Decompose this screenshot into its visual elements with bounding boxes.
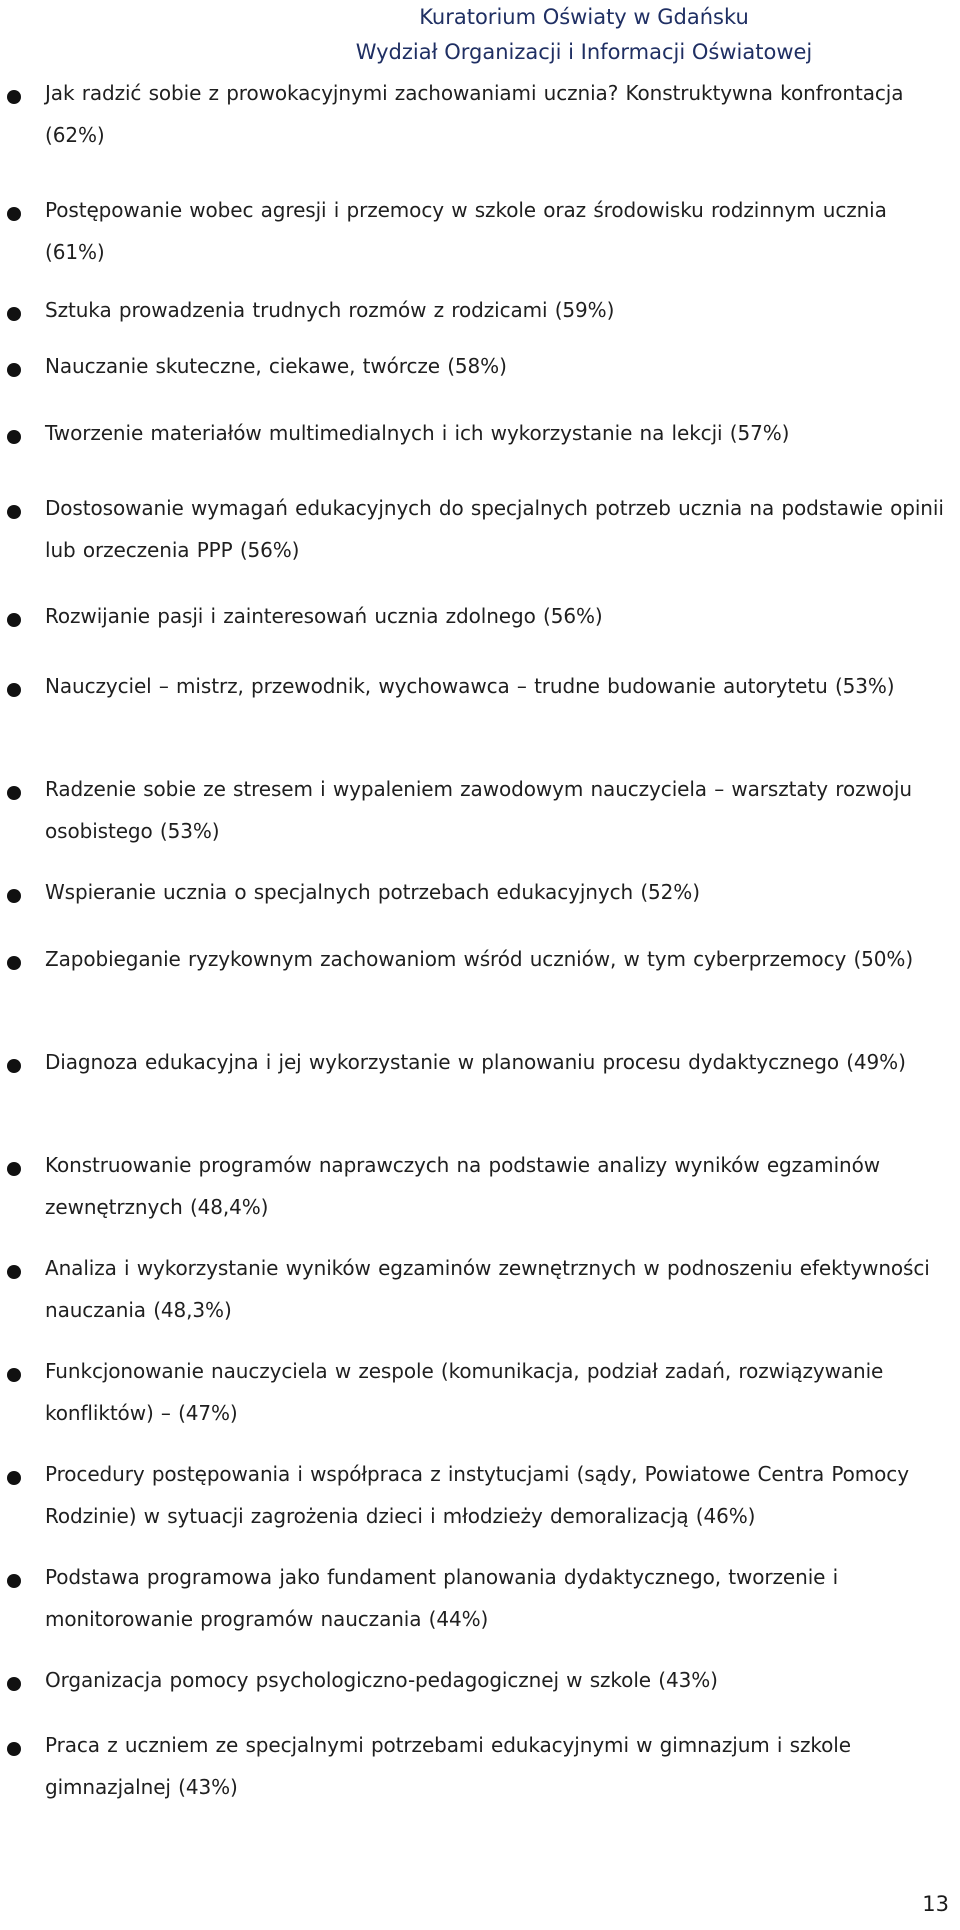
list-item	[0, 1734, 960, 1816]
bullet-icon	[7, 683, 21, 697]
bullet-icon	[7, 1742, 21, 1756]
bullet-icon	[7, 613, 21, 627]
list-item-text: Dostosowanie wymagań edukacyjnych do specjalnych potrzeb ucznia na podstawie opinii lub orzeczenia PPP (56%)	[45, 496, 944, 562]
bullet-icon	[7, 307, 21, 321]
list-item	[0, 1566, 960, 1648]
bullet-icon	[7, 1059, 21, 1073]
bullet-icon	[7, 956, 21, 970]
list-item-text: Praca z uczniem ze specjalnymi potrzebami edukacyjnymi w gimnazjum i szkole gimnazjalnej (43%)	[45, 1733, 851, 1799]
list-item-text: Procedury postępowania i współpraca z instytucjami (sądy, Powiatowe Centra Pomocy Rodzinie) w sytuacji zagrożenia dzieci i młodzieży demoralizacją (46%)	[45, 1462, 909, 1528]
list-item-text: Konstruowanie programów naprawczych na podstawie analizy wyników egzaminów zewnętrznych (48,4%)	[45, 1153, 880, 1219]
list-item-text: Rozwijanie pasji i zainteresowań ucznia zdolnego (56%)	[45, 604, 603, 628]
bullet-icon	[7, 786, 21, 800]
list-item	[0, 675, 960, 757]
list-item	[0, 497, 960, 579]
list-item-text: Radzenie sobie ze stresem i wypaleniem zawodowym nauczyciela – warsztaty rozwoju osobistego (53%)	[45, 777, 912, 843]
header-institution: Kuratorium Oświaty w Gdańsku	[419, 5, 749, 29]
bullet-icon	[7, 1471, 21, 1485]
list-item-text: Organizacja pomocy psychologiczno-pedagogicznej w szkole (43%)	[45, 1668, 718, 1692]
list-item	[0, 1257, 960, 1339]
bullet-icon	[7, 207, 21, 221]
list-item-text: Postępowanie wobec agresji i przemocy w szkole oraz środowisku rodzinnym ucznia (61%)	[45, 198, 887, 264]
bullet-icon	[7, 1265, 21, 1279]
bullet-icon	[7, 90, 21, 104]
list-item	[0, 948, 960, 1030]
list-item	[0, 1154, 960, 1236]
list-item-text: Podstawa programowa jako fundament planowania dydaktycznego, tworzenie i monitorowanie programów nauczania (44%)	[45, 1565, 839, 1631]
bullet-icon	[7, 505, 21, 519]
bullet-icon	[7, 1368, 21, 1382]
list-item-text: Nauczyciel – mistrz, przewodnik, wychowawca – trudne budowanie autorytetu (53%)	[45, 674, 895, 698]
list-item-text: Zapobieganie ryzykownym zachowaniom wśród uczniów, w tym cyberprzemocy (50%)	[45, 947, 914, 971]
list-item	[0, 82, 960, 164]
list-item-text: Sztuka prowadzenia trudnych rozmów z rodzicami (59%)	[45, 298, 615, 322]
list-item	[0, 1051, 960, 1133]
list-item	[0, 1360, 960, 1442]
list-item-text: Analiza i wykorzystanie wyników egzaminów zewnętrznych w podnoszeniu efektywności nauczania (48,3%)	[45, 1256, 930, 1322]
list-item	[0, 778, 960, 860]
bullet-icon	[7, 1162, 21, 1176]
header-department: Wydział Organizacji i Informacji Oświatowej	[355, 40, 813, 64]
bullet-icon	[7, 1574, 21, 1588]
bullet-icon	[7, 430, 21, 444]
list-item	[0, 199, 960, 281]
page-number: 13	[922, 1892, 949, 1916]
list-item-text: Nauczanie skuteczne, ciekawe, twórcze (58%)	[45, 354, 507, 378]
list-item-text: Wspieranie ucznia o specjalnych potrzebach edukacyjnych (52%)	[45, 880, 700, 904]
list-item-text: Jak radzić sobie z prowokacyjnymi zachowaniami ucznia? Konstruktywna konfrontacja (62%)	[45, 81, 904, 147]
list-item-text: Funkcjonowanie nauczyciela w zespole (komunikacja, podział zadań, rozwiązywanie konfliktów) – (47%)	[45, 1359, 884, 1425]
list-item-text: Diagnoza edukacyjna i jej wykorzystanie w planowaniu procesu dydaktycznego (49%)	[45, 1050, 906, 1074]
bullet-icon	[7, 1677, 21, 1691]
list-item-text: Tworzenie materiałów multimedialnych i ich wykorzystanie na lekcji (57%)	[45, 421, 790, 445]
bullet-icon	[7, 889, 21, 903]
bullet-icon	[7, 363, 21, 377]
list-item	[0, 1463, 960, 1545]
page-header	[304, 0, 864, 70]
